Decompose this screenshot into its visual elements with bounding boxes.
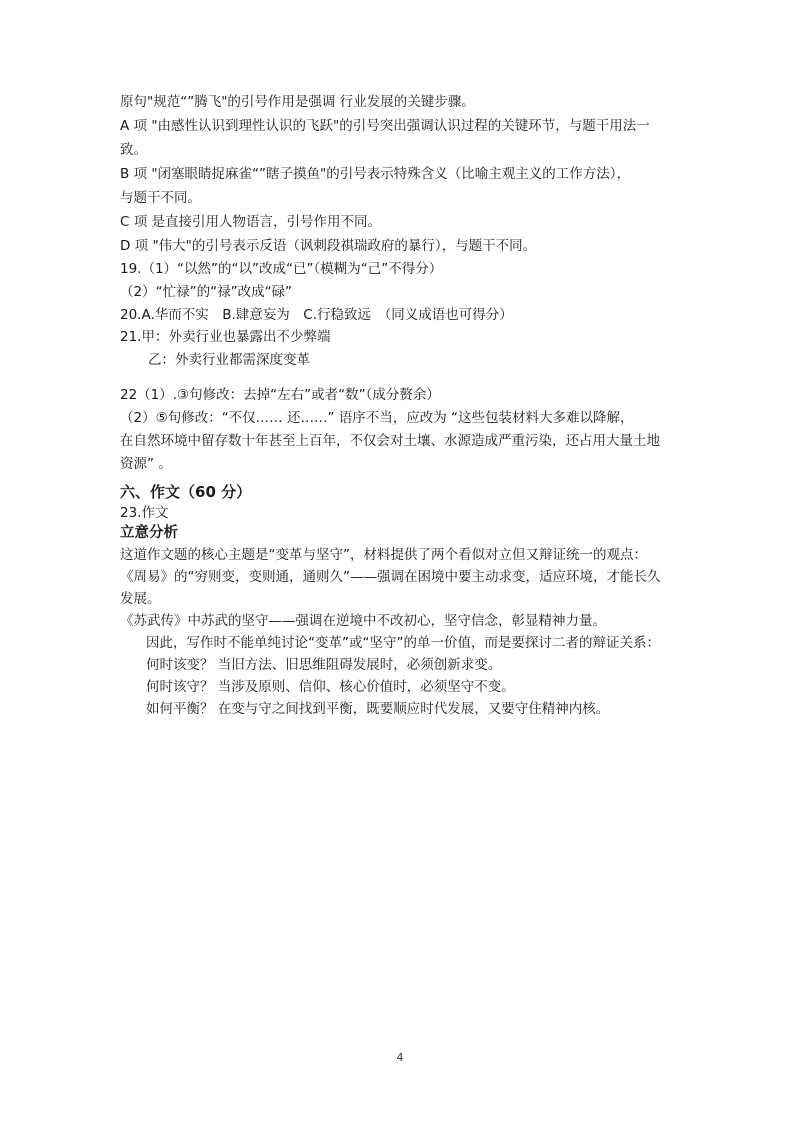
line-7: D 项 "伟大"的引号表示反语（讽刺段祺瑞政府的暴行），与题干不同。 [120, 238, 537, 254]
answer-19-1: 19.（1）“以然”的“以”改成“已”（模糊为“己”不得分） [120, 261, 443, 277]
analysis-line-6: 何时该变？ 当旧方法、旧思维阻碍发展时，必须创新求变。 [146, 657, 502, 673]
analysis-line-3: 发展。 [120, 591, 161, 607]
answer-22-2-end: 资源” 。 [120, 456, 172, 472]
answer-21-jia: 21.甲：外卖行业也暴露出不少弊端 [120, 329, 331, 345]
page-number: 4 [396, 1051, 404, 1064]
analysis-line-2: 《周易》的“穷则变，变则通，通则久”——强调在困境中要主动求变，适应环境，才能长久 [120, 569, 661, 585]
analysis-line-1: 这道作文题的核心主题是“变革与坚守”，材料提供了两个看似对立但又辩证统一的观点： [120, 547, 647, 563]
line-2: A 项 "由感性认识到理性认识的飞跃"的引号突出强调认识过程的关键环节，与题干用法一 [120, 118, 650, 134]
answer-22-2-cont: 在自然环境中留存数十年甚至上百年，不仅会对土壤、水源造成严重污染，还占用大量土地 [120, 433, 660, 449]
analysis-line-4: 《苏武传》中苏武的坚守——强调在逆境中不改初心，坚守信念，彰显精神力量。 [120, 613, 606, 629]
analysis-line-7: 何时该守？ 当涉及原则、信仰、核心价值时，必须坚守不变。 [146, 679, 515, 695]
answer-21-yi: 乙：外卖行业都需深度变革 [148, 352, 310, 368]
answer-20: 20.A.华而不实 B.肆意妄为 C.行稳致远 （同义成语也可得分） [120, 307, 513, 323]
line-4: B 项 "闭塞眼睛捉麻雀“”瞎子摸鱼"的引号表示特殊含义（比喻主观主义的工作方法）， [120, 166, 630, 182]
line-1: 原句"规范“”腾飞"的引号作用是强调 行业发展的关键步骤。 [120, 94, 475, 110]
line-5: 与题干不同。 [120, 190, 201, 206]
question-23: 23.作文 [120, 505, 169, 521]
line-3: 致。 [120, 142, 147, 158]
analysis-line-5: 因此，写作时不能单纯讨论“变革”或“坚守”的单一价值，而是要探讨二者的辩证关系： [146, 635, 660, 651]
subheading: 立意分析 [120, 525, 178, 541]
section-heading: 六、作文（60 分） [120, 483, 252, 501]
answer-22-2: （2）⑤句修改：“不仅…… 还……” 语序不当，应改为 “这些包装材料大多难以降解， [120, 410, 634, 426]
line-6: C 项 是直接引用人物语言，引号作用不同。 [120, 214, 382, 230]
answer-19-2: （2）“忙禄”的“禄”改成“碌” [120, 284, 293, 300]
analysis-line-8: 如何平衡？ 在变与守之间找到平衡，既要顺应时代发展，又要守住精神内核。 [146, 701, 610, 717]
answer-22-1: 22（1）.③句修改：去掉“左右”或者“数”（成分赘余） [120, 387, 440, 403]
